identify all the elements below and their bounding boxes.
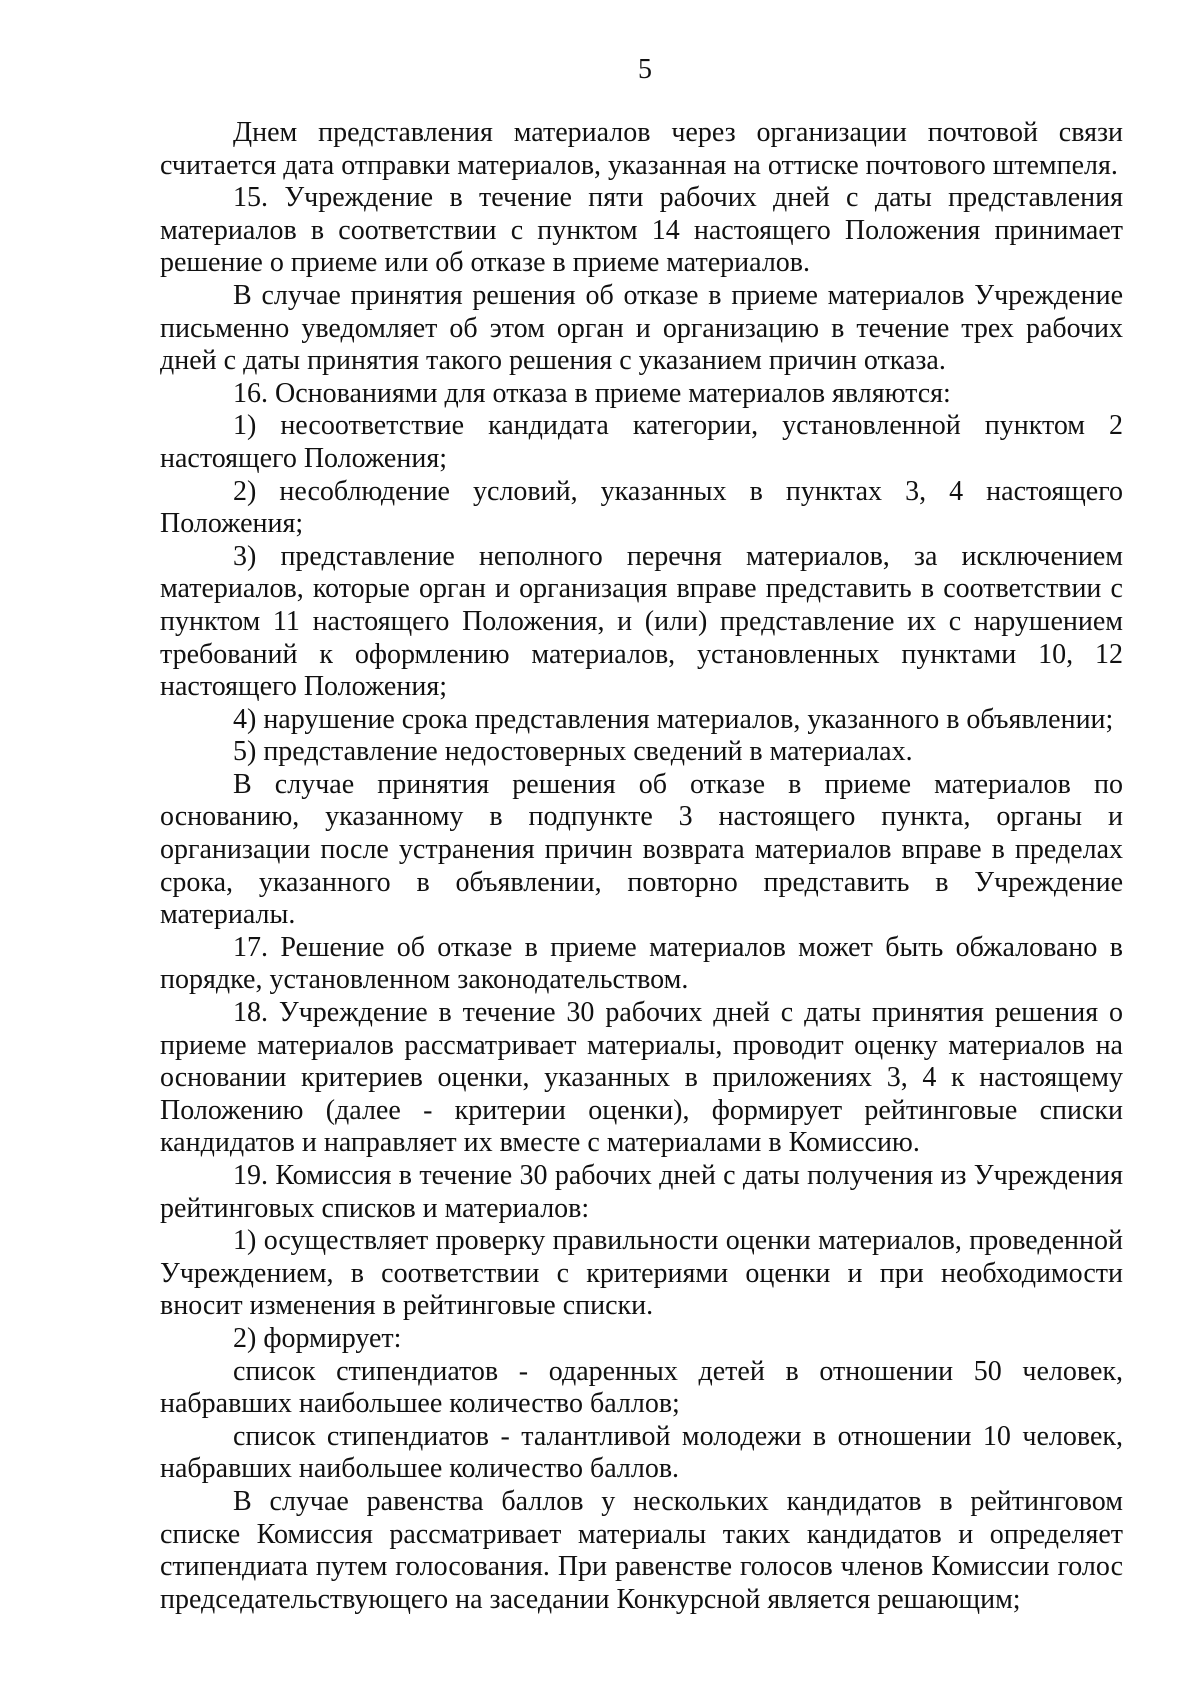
paragraph: В случае принятия решения об отказе в приеме материалов по основанию, указанному в подпункте 3 настоящего пункта, органы и организации после устранения причин возврата материалов вправе в пределах срока, указанного в объявлении, повторно представить в Учреждение материалы. [160, 768, 1123, 931]
paragraph: 2) несоблюдение условий, указанных в пунктах 3, 4 настоящего Положения; [160, 475, 1123, 540]
page-number: 5 [638, 54, 652, 85]
paragraph: 1) несоответствие кандидата категории, установленной пунктом 2 настоящего Положения; [160, 410, 1123, 474]
paragraph: В случае равенства баллов у нескольких кандидатов в рейтинговом списке Комиссия рассматривает материалы таких кандидатов и определяет стипендиата путем голосования. При равенстве голосов членов Комиссии голос председательствующего на заседании Конкурсной является решающим; [160, 1485, 1123, 1615]
paragraph: 1) осуществляет проверку правильности оценки материалов, проведенной Учреждением, в соответствии с критериями оценки и при необходимости вносит изменения в рейтинговые списки. [160, 1225, 1123, 1322]
paragraph: Днем представления материалов через организации почтовой связи считается дата отправки материалов, указанная на оттиске почтового штемпеля. [160, 117, 1123, 181]
paragraph: 16. Основаниями для отказа в приеме материалов являются: [233, 377, 951, 409]
document-body [160, 117, 1123, 1616]
paragraph: 4) нарушение срока представления материалов, указанного в объявлении; [233, 703, 1114, 735]
paragraph: 18. Учреждение в течение 30 рабочих дней с даты принятия решения о приеме материалов рассматривает материалы, проводит оценку материалов на основании критериев оценки, указанных в приложениях 3, 4 к настоящему Положению (далее - критерии оценки), формирует рейтинговые списки кандидатов и направляет их вместе с материалами в Комиссию. [160, 997, 1123, 1159]
paragraph: 19. Комиссия в течение 30 рабочих дней с даты получения из Учреждения рейтинговых списков и материалов: [160, 1160, 1123, 1224]
paragraph: 3) представление неполного перечня материалов, за исключением материалов, которые орган и организация вправе представить в соответствии с пунктом 11 настоящего Положения, и (или) представление их с нарушением требований к оформлению материалов, установленных пунктами 10, 12 настоящего Положения; [160, 540, 1123, 703]
paragraph: В случае принятия решения об отказе в приеме материалов Учреждение письменно уведомляет об этом орган и организацию в течение трех рабочих дней с даты принятия такого решения с указанием причин отказа. [160, 279, 1123, 377]
paragraph: 17. Решение об отказе в приеме материалов может быть обжаловано в порядке, установленном законодательством. [160, 931, 1123, 996]
paragraph: список стипендиатов - одаренных детей в отношении 50 человек, набравших наибольшее количество баллов; [160, 1355, 1123, 1420]
paragraph: 2) формирует: [233, 1322, 402, 1354]
paragraph: список стипендиатов - талантливой молодежи в отношении 10 человек, набравших наибольшее количество баллов. [160, 1420, 1123, 1485]
paragraph: 5) представление недостоверных сведений в материалах. [233, 736, 913, 768]
paragraph: 15. Учреждение в течение пяти рабочих дней с даты представления материалов в соответствии с пунктом 14 настоящего Положения принимает решение о приеме или об отказе в приеме материалов. [160, 182, 1123, 279]
